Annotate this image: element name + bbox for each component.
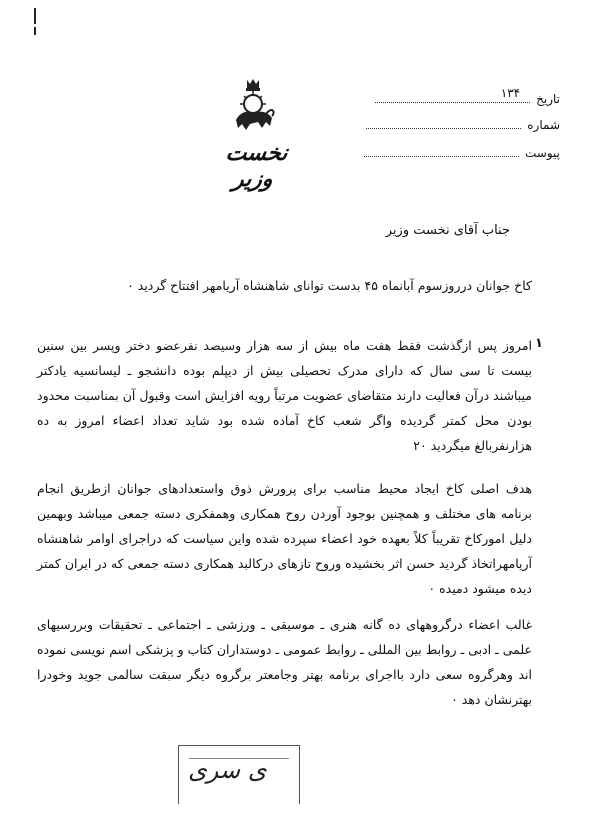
paragraph-2: امروز پس ازگذشت فقط هفت ماه بیش از سه هزار وسیصد نفرعضو دختر وپسر بین سنین بیست تا سی سال که دارای مدرک تحصیلی بیش از دیپلم بوده دانشجو ـ لیسانسیه یادکتر میباشند درآن فعالیت دارند متقاضای عضویت مرتباً رویه افزایش است وقبول آن بمناسبت محدود بودن محل کمتر گردیده واگر شعب کاخ آماده شده بود شاید تعداد اعضاء امروز به ده هزارنفربالغ میگردید ۲۰	[37, 338, 532, 453]
attachment-label: پیوست	[525, 146, 560, 160]
lion-sun-emblem-icon	[228, 78, 278, 134]
paragraph-4: غالب اعضاء درگروههای ده گانه هنری ـ موسیقی ـ ورزشی ـ اجتماعی ـ تحقیقات وبررسیهای علمی ـ ادبی ـ روابط بین المللی ـ روابط عمومی ـ دوستداران کتاب و پزشکی اسم نویسی نموده اند وهرگروه سعی دارد بااجرای برنامه بهتر وجامعتر برگروه دیگر سبقت سالمی جوید وخودرا بهترنشان دهد ۰	[37, 617, 532, 707]
attachment-field	[364, 146, 560, 160]
date-field	[375, 86, 560, 106]
number-label: شماره	[527, 118, 560, 132]
number-line	[366, 127, 521, 129]
salutation: جناب آقای نخست وزیر	[385, 223, 510, 238]
date-label: تاریخ	[536, 92, 560, 106]
attachment-line	[364, 155, 519, 157]
handwritten-note: ی سری	[188, 756, 267, 784]
margin-tick	[34, 8, 36, 24]
margin-mark: ۱	[535, 336, 543, 351]
number-field	[366, 118, 560, 132]
office-title: نخست وزیر	[224, 140, 290, 192]
paragraph-3: هدف اصلی کاخ ایجاد محیط مناسب برای پرورش ذوق واستعدادهای جوانان ازطریق انجام برنامه های مختلف و همچنین بوجود آوردن روح همکاری وهمفکری دسته جمعی میباشد وبهمین دلیل امورکاخ تقریباً کلاً بعهده خود اعضاء سپرده شده واین سیاست که دراجرای اوامر شاهنشاه آریامهراتخاذ گردید حسن اثر بخشیده وروح تازهای درکالبد همکاری دسته جمعی که در ایران کمتر دیده میشود دمیده ۰	[37, 481, 532, 596]
margin-tick	[34, 27, 36, 35]
date-value: ۱۳۴	[500, 86, 521, 100]
paragraph-1: کاخ جوانان درروزسوم آبانماه ۴۵ بدست توانای شاهنشاه آریامهر افتتاح گردید ۰	[127, 278, 532, 293]
date-line	[375, 86, 530, 103]
